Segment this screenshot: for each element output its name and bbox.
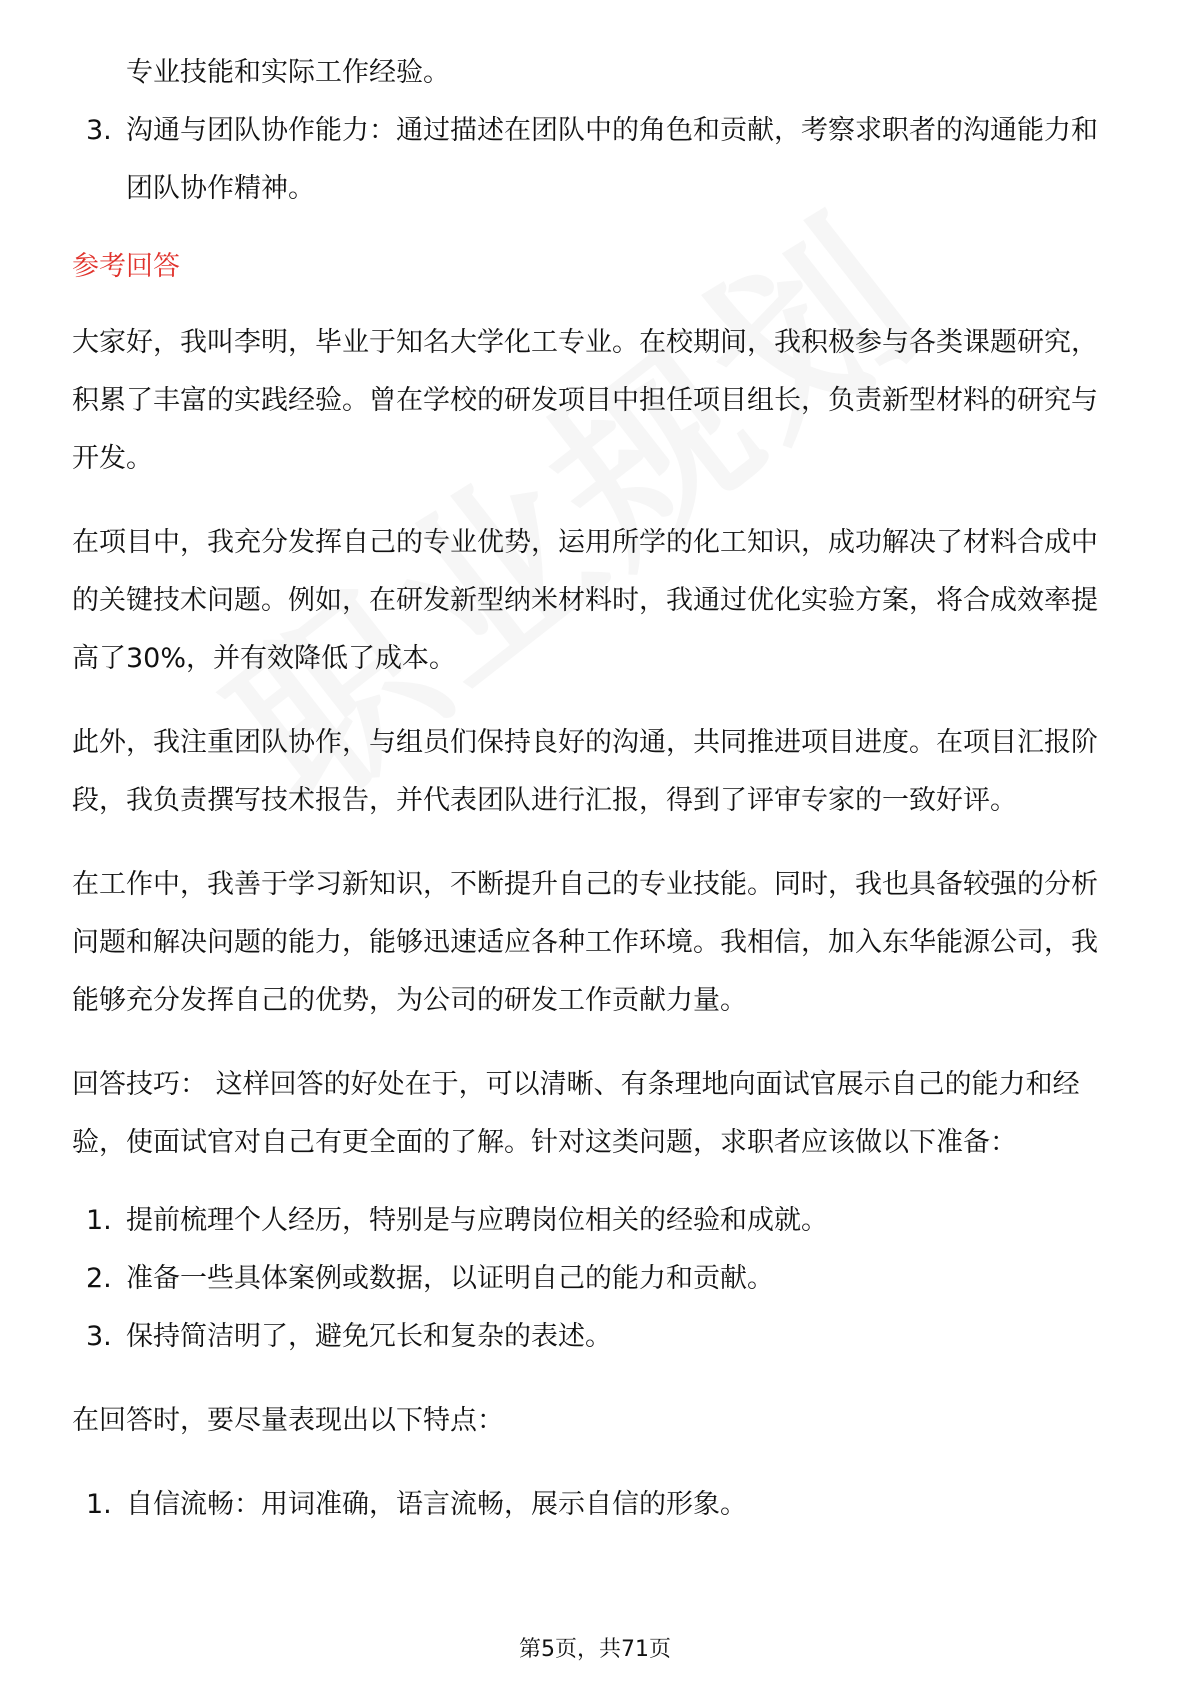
answer-paragraph-3: 此外，我注重团队协作，与组员们保持良好的沟通，共同推进项目进度。在项目汇报阶段，我负责撰写技术报告，并代表团队进行汇报，得到了评审专家的一致好评。: [72, 727, 1098, 816]
answer-paragraph-4: 在工作中，我善于学习新知识，不断提升自己的专业技能。同时，我也具备较强的分析问题和解决问题的能力，能够迅速适应各种工作环境。我相信，加入东华能源公司，我能够充分发挥自己的优势，为公司的研发工作贡献力量。: [72, 869, 1098, 1016]
list-item: [72, 1250, 1122, 1308]
list-item-text: 保持简洁明了，避免冗长和复杂的表述。: [126, 1321, 612, 1352]
list-number: 3.: [86, 115, 112, 146]
list-item-text: 准备一些具体案例或数据，以证明自己的能力和贡献。: [126, 1263, 774, 1294]
list-item-text: 沟通与团队协作能力：通过描述在团队中的角色和贡献，考察求职者的沟通能力和团队协作精神。: [126, 115, 1098, 204]
list-item: [72, 1308, 1122, 1366]
traits-intro: 在回答时，要尽量表现出以下特点：: [72, 1405, 504, 1436]
list-number: 2.: [86, 1263, 112, 1294]
answer-tips-paragraph: 回答技巧： 这样回答的好处在于，可以清晰、有条理地向面试官展示自己的能力和经验，使面试官对自己有更全面的了解。针对这类问题，求职者应该做以下准备：: [72, 1069, 1080, 1158]
list-item: [72, 1192, 1122, 1250]
list-item: [72, 102, 1122, 218]
list-item: [72, 1476, 1122, 1534]
list-number: 1.: [86, 1489, 112, 1520]
list-item-text: 提前梳理个人经历，特别是与应聘岗位相关的经验和成就。: [126, 1205, 828, 1236]
section-heading: 参考回答: [72, 251, 180, 282]
answer-paragraph-2: 在项目中，我充分发挥自己的专业优势，运用所学的化工知识，成功解决了材料合成中的关键技术问题。例如，在研发新型纳米材料时，我通过优化实验方案，将合成效率提高了30%，并有效降低了成本。: [72, 527, 1098, 674]
tips-list: [72, 1192, 1122, 1366]
list-item-continuation: 专业技能和实际工作经验。: [126, 57, 450, 88]
traits-list: [72, 1476, 1122, 1534]
answer-paragraph-1: 大家好，我叫李明，毕业于知名大学化工专业。在校期间，我积极参与各类课题研究，积累了丰富的实践经验。曾在学校的研发项目中担任项目组长，负责新型材料的研究与开发。: [72, 327, 1098, 474]
list-number: 1.: [86, 1205, 112, 1236]
document-body: [72, 44, 1122, 1534]
page-footer: 第5页，共71页: [519, 1637, 671, 1662]
list-item-text: 自信流畅：用词准确，语言流畅，展示自信的形象。: [126, 1489, 747, 1520]
list-number: 3.: [86, 1321, 112, 1352]
